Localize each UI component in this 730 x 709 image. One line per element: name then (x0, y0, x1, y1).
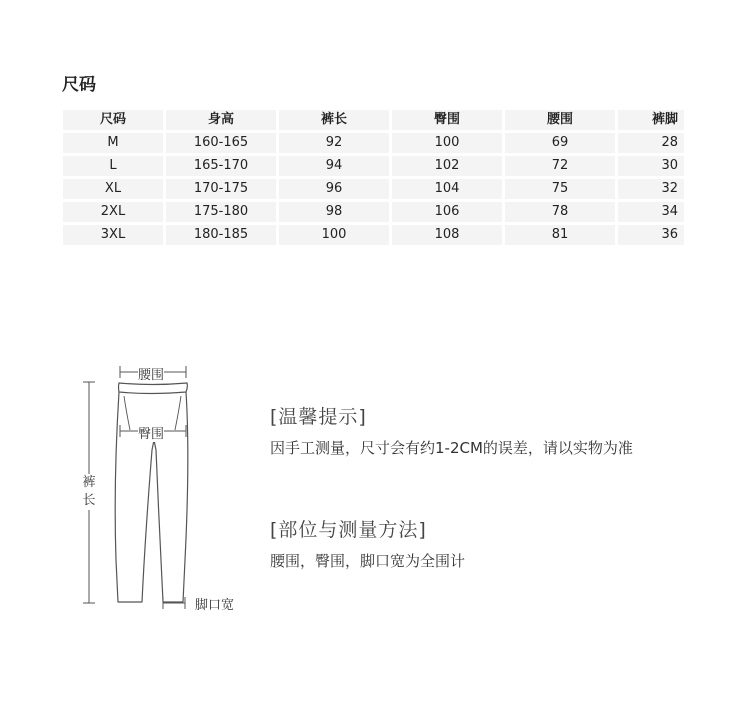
table-row (63, 225, 684, 245)
table-cell: 3XL (63, 225, 163, 245)
table-cell: 104 (392, 179, 502, 199)
table-cell: 81 (505, 225, 615, 245)
pants-outline (115, 383, 188, 602)
table-cell: 108 (392, 225, 502, 245)
length-label-bottom: 长 (82, 493, 96, 508)
method-section (270, 515, 660, 571)
table-cell: 98 (279, 202, 389, 222)
tips-title: [温馨提示] (270, 406, 367, 428)
table-row (63, 179, 684, 199)
table-cell: 100 (279, 225, 389, 245)
table-cell: 36 (618, 225, 684, 245)
table-cell: 180-185 (166, 225, 276, 245)
header-hem: 裤脚 (618, 110, 684, 130)
table-cell: 72 (505, 156, 615, 176)
table-row (63, 133, 684, 153)
table-cell: 28 (618, 133, 684, 153)
method-text: 腰围，臀围，脚口宽为全围计 (270, 552, 466, 570)
table-cell: 69 (505, 133, 615, 153)
table-cell: 100 (392, 133, 502, 153)
header-waist: 腰围 (505, 110, 615, 130)
header-height: 身高 (166, 110, 276, 130)
measurement-lines (83, 366, 186, 609)
table-cell: 30 (618, 156, 684, 176)
length-label-top: 裤 (82, 475, 96, 490)
table-cell: 2XL (63, 202, 163, 222)
tips-section (270, 402, 660, 458)
header-length: 裤长 (279, 110, 389, 130)
header-size: 尺码 (63, 110, 163, 130)
section-title: 尺码 (62, 75, 96, 95)
method-title: [部位与测量方法] (270, 519, 427, 541)
table-cell: 175-180 (166, 202, 276, 222)
table-cell: L (63, 156, 163, 176)
table-row (63, 202, 684, 222)
table-cell: 102 (392, 156, 502, 176)
header-hip: 臀围 (392, 110, 502, 130)
table-row (63, 156, 684, 176)
size-table (60, 107, 687, 248)
table-cell: XL (63, 179, 163, 199)
table-cell: 75 (505, 179, 615, 199)
table-cell: 170-175 (166, 179, 276, 199)
table-cell: 165-170 (166, 156, 276, 176)
hem-label: 脚口宽 (195, 594, 234, 613)
waist-label: 腰围 (138, 364, 164, 383)
table-cell: 94 (279, 156, 389, 176)
hip-label: 臀围 (138, 423, 164, 442)
table-cell: 106 (392, 202, 502, 222)
table-cell: 96 (279, 179, 389, 199)
table-cell: 160-165 (166, 133, 276, 153)
table-cell: 32 (618, 179, 684, 199)
table-cell: 78 (505, 202, 615, 222)
table-header-row (63, 110, 684, 130)
table-cell: 92 (279, 133, 389, 153)
table-cell: M (63, 133, 163, 153)
table-cell: 34 (618, 202, 684, 222)
tips-text: 因手工测量，尺寸会有约1-2CM的误差，请以实物为准 (270, 439, 633, 457)
